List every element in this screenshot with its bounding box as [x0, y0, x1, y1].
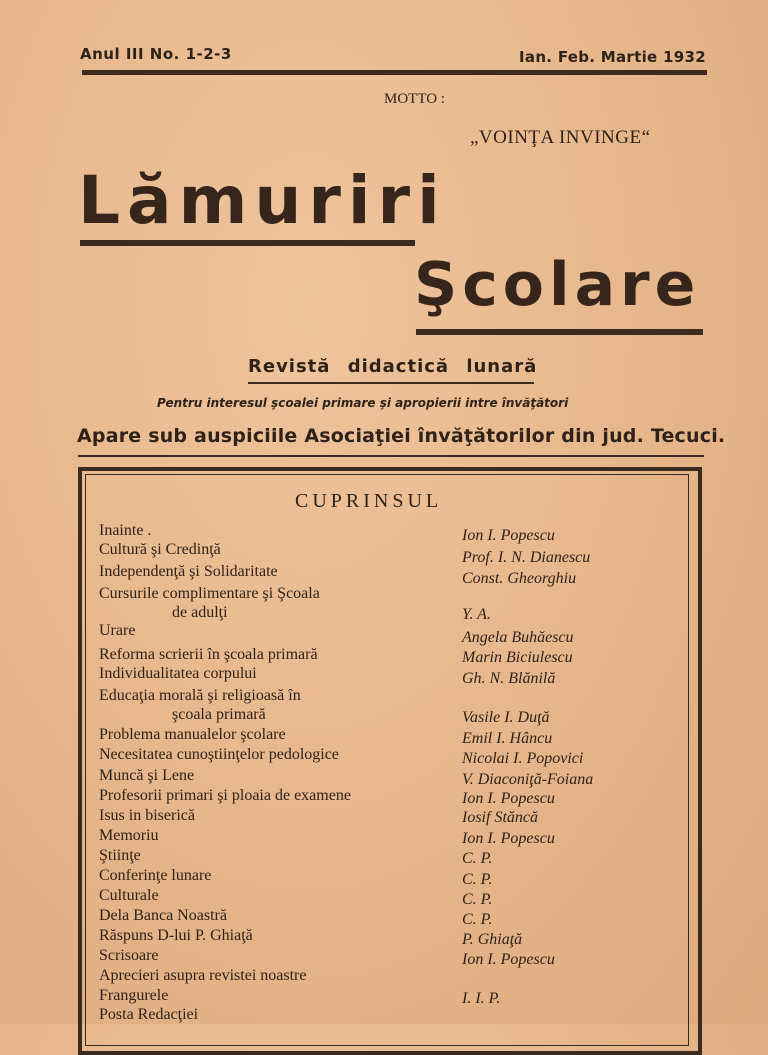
toc-entry-author: Ion I. Popescu [462, 790, 555, 807]
toc-entry-author: Iosif Stăncă [462, 809, 538, 826]
toc-entry-title: Cultură şi Credinţă [99, 541, 221, 558]
toc-entry-title: Problema manualelor şcolare [99, 726, 286, 743]
auspices-rule [78, 455, 704, 457]
masthead-title-line1: Lămuriri [78, 162, 447, 239]
toc-entry-author: C. P. [462, 871, 493, 888]
toc-entry-title: Muncă şi Lene [99, 767, 195, 784]
toc-entry-author: Vasile I. Duţă [462, 709, 550, 726]
toc-entry-title: Dela Banca Noastră [99, 907, 227, 924]
toc-entry-title: Memoriu [99, 827, 159, 844]
toc-entry-author: Nicolai I. Popovici [462, 750, 584, 767]
toc-entry-author: Const. Gheorghiu [462, 570, 577, 587]
toc-entry-title: şcoala primară [172, 706, 266, 723]
subtitle: Revistă didactică lunară [248, 356, 538, 377]
toc-entry-author: C. P. [462, 911, 493, 928]
toc-entry-author: Angela Buhăescu [462, 629, 574, 646]
toc-entry-title: Posta Redacţiei [99, 1006, 199, 1023]
toc-entry-author: Ion I. Popescu [462, 527, 555, 544]
masthead-rule-1 [80, 240, 415, 246]
toc-entry-title: Cursurile complimentare şi Şcoala [99, 585, 320, 602]
header-rule [82, 70, 707, 75]
toc-entry-title: Independenţă şi Solidaritate [99, 563, 278, 580]
auspices-line: Apare sub auspiciile Asociaţiei învăţătorilor din jud. Tecuci. [77, 425, 726, 447]
toc-entry-author: Ion I. Popescu [462, 830, 555, 847]
toc-entry-title: Urare [99, 622, 136, 639]
toc-entry-author: I. I. P. [462, 990, 501, 1007]
motto-label: MOTTO : [384, 91, 445, 107]
toc-entry-author: V. Diaconiţă-Foiana [462, 771, 594, 788]
toc-entry-title: Inainte . [99, 522, 152, 539]
toc-entry-author: Y. A. [462, 606, 491, 623]
toc-entry-title: Răspuns D-lui P. Ghiaţă [99, 927, 253, 944]
toc-entry-author: Emil I. Hâncu [462, 730, 553, 747]
toc-entry-title: Reforma scrierii în şcoala primară [99, 646, 318, 663]
toc-entry-title: Necesitatea cunoştiinţelor pedologice [99, 746, 339, 763]
toc-entry-author: Marin Biciulescu [462, 649, 573, 666]
toc-entry-title: Frangurele [99, 987, 169, 1004]
issue-number: Anul III No. 1-2-3 [80, 45, 232, 63]
toc-entry-title: Individualitatea corpului [99, 665, 257, 682]
toc-entry-author: P. Ghiaţă [462, 931, 523, 948]
toc-entry-author: Ion I. Popescu [462, 951, 555, 968]
toc-entry-author: Gh. N. Blănilă [462, 670, 556, 687]
toc-entry-title: Profesorii primari şi ploaia de examene [99, 787, 351, 804]
issue-date: Ian. Feb. Martie 1932 [519, 48, 706, 66]
motto-text: „VOINŢA INVINGE“ [470, 127, 651, 148]
toc-entry-title: Scrisoare [99, 947, 159, 964]
toc-entry-author: Prof. I. N. Dianescu [462, 549, 591, 566]
toc-entry-author: C. P. [462, 891, 493, 908]
toc-entry-title: Culturale [99, 887, 159, 904]
toc-entry-title: Aprecieri asupra revistei noastre [99, 967, 307, 984]
masthead-rule-2 [416, 329, 703, 335]
toc-entry-author: C. P. [462, 850, 493, 867]
contents-heading: CUPRINSUL [295, 490, 443, 512]
toc-entry-title: Educaţia morală şi religioasă în [99, 687, 301, 704]
toc-entry-title: Conferinţe lunare [99, 867, 212, 884]
masthead-title-line2: Şcolare [414, 250, 701, 320]
tagline: Pentru interesul şcoalei primare şi apropierii intre învăţători [157, 396, 569, 410]
toc-entry-title: Ştiinţe [99, 847, 141, 864]
subtitle-rule [248, 382, 534, 384]
toc-entry-title: de adulţi [172, 604, 228, 621]
toc-entry-title: Isus in biserică [99, 807, 195, 824]
